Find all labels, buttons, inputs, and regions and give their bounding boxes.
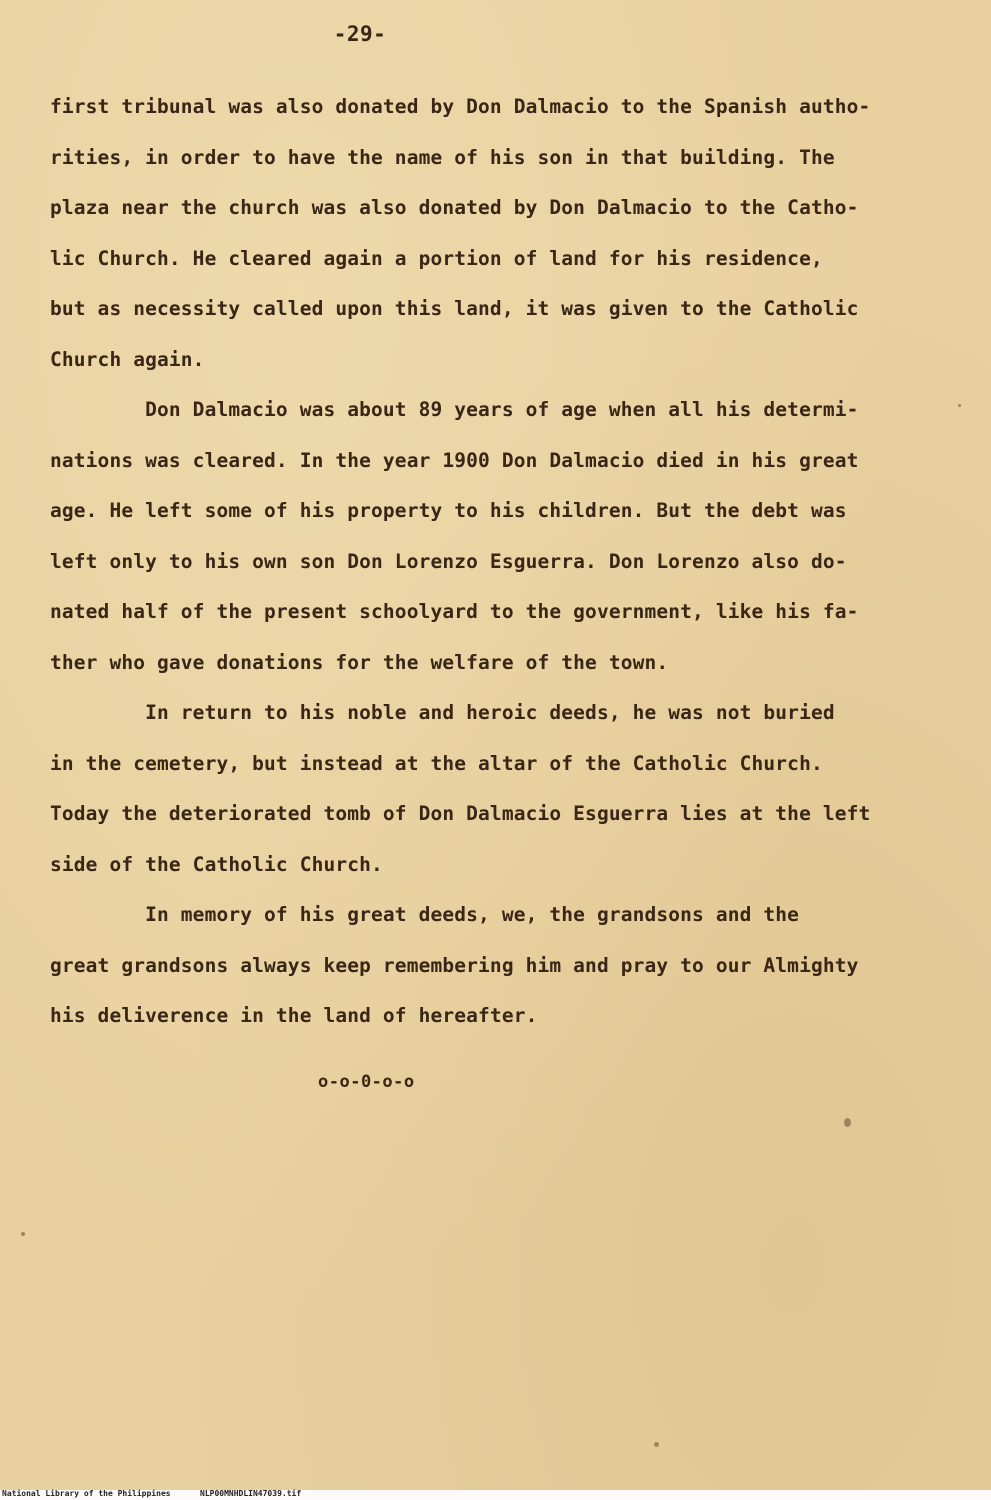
text-line: but as necessity called upon this land, it was given to the Catholic — [50, 297, 859, 320]
paper-speck — [21, 1232, 25, 1236]
text-line: his deliverence in the land of hereafter. — [50, 1004, 538, 1027]
text-line: Don Dalmacio was about 89 years of age when all his determi- — [50, 398, 859, 421]
text-line: in the cemetery, but instead at the altar of the Catholic Church. — [50, 751, 823, 775]
text-line: first tribunal was also donated by Don Dalmacio to the Spanish autho- — [50, 95, 871, 118]
text-line: In return to his noble and heroic deeds, he was not buried — [50, 701, 835, 724]
text-line: left only to his own son Don Lorenzo Esguerra. Don Lorenzo also do- — [50, 549, 847, 573]
text-line: rities, in order to have the name of his son in that building. The — [50, 145, 835, 169]
text-line: nated half of the present schoolyard to the government, like his fa- — [50, 600, 859, 623]
text-line: nations was cleared. In the year 1900 Don Dalmacio died in his great — [50, 448, 859, 472]
text-line: lic Church. He cleared again a portion of land for his residence, — [50, 246, 823, 270]
text-line: Church again. — [50, 347, 205, 371]
page-number: -29- — [333, 22, 387, 46]
scan-filename: NLP00MNHDLIN47039.tif — [200, 1489, 302, 1498]
library-credit: National Library of the Philippines — [2, 1489, 171, 1498]
body-text — [50, 92, 930, 1052]
text-line: age. He left some of his property to his children. But the debt was — [50, 499, 847, 522]
text-line: ther who gave donations for the welfare of the town. — [50, 650, 669, 674]
scan-footer — [0, 1490, 991, 1500]
text-line: In memory of his great deeds, we, the grandsons and the — [50, 903, 800, 926]
text-line: great grandsons always keep remembering him and pray to our Almighty — [50, 953, 859, 977]
paper-speck — [654, 1442, 659, 1447]
text-line: plaza near the church was also donated by Don Dalmacio to the Catho- — [50, 196, 859, 219]
text-line: side of the Catholic Church. — [50, 852, 383, 876]
section-end-ornament: o-o-0-o-o — [318, 1072, 415, 1092]
text-line: Today the deteriorated tomb of Don Dalmacio Esguerra lies at the left — [50, 802, 871, 825]
paper-speck — [844, 1118, 851, 1127]
paper-speck — [958, 404, 961, 407]
